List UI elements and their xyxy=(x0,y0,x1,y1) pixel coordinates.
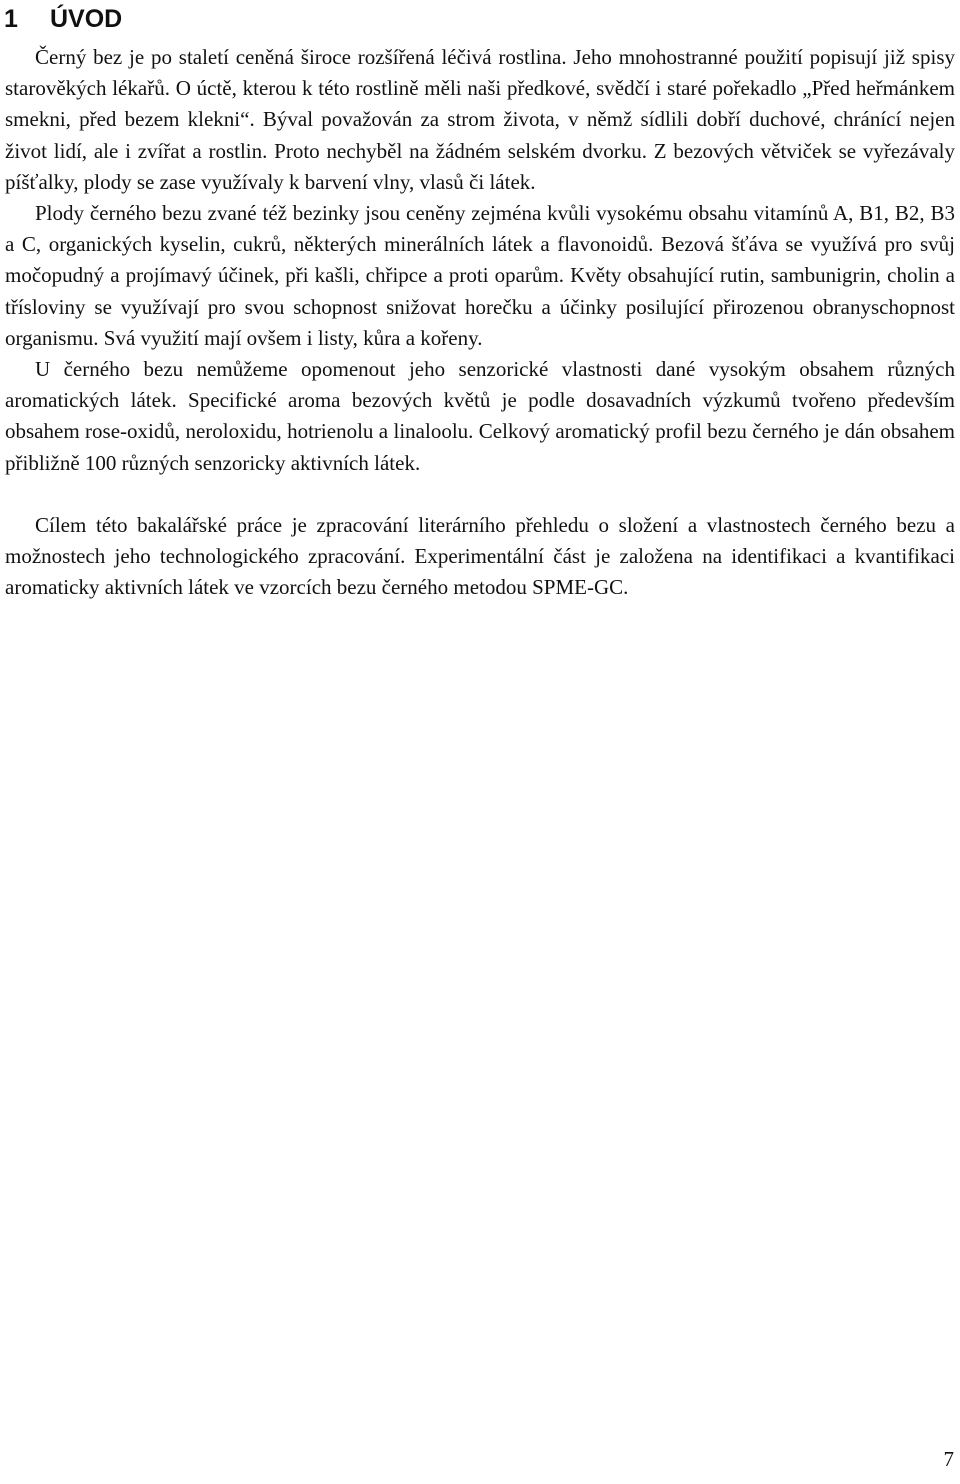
chapter-body xyxy=(5,42,955,603)
page-number: 7 xyxy=(943,1447,954,1471)
chapter-number: 1 xyxy=(4,5,18,33)
chapter-heading xyxy=(4,2,122,36)
paragraph-aroma: U černého bezu nemůžeme opomenout jeho senzorické vlastnosti dané vysokým obsahem různých aromatických látek. Specifické aroma bezových květů je podle dosavadních výzkumů tvořeno především obsahem rose-oxidů, neroloxidu, hotrienolu a linaloolu. Celkový aromatický profil bezu černého je dán obsahem přibližně 100 různých senzoricky aktivních látek. xyxy=(5,357,955,475)
paragraph-berries: Plody černého bezu zvané též bezinky jsou ceněny zejména kvůli vysokému obsahu vitamínů A, B1, B2, B3 a C, organických kyselin, cukrů, některých minerálních látek a flavonoidů. Bezová šťáva se využívá pro svůj močopudný a projímavý účinek, při kašli, chřipce a proti oparům. Květy obsahující rutin, sambunigrin, cholin a třísloviny se využívají pro svou schopnost snižovat horečku a účinky posilující přirozenou obranyschopnost organismu. Svá využití mají ovšem i listy, kůra a kořeny. xyxy=(5,201,955,350)
chapter-title: ÚVOD xyxy=(50,5,123,33)
paragraph-history: Černý bez je po staletí ceněná široce rozšířená léčivá rostlina. Jeho mnohostranné použití popisují již spisy starověkých lékařů. O úctě, kterou k této rostlině měli naši předkové, svědčí i staré pořekadlo „Před heřmánkem smekni, před bezem klekni“. Býval považován za strom života, v němž sídlili dobří duchové, chránící nejen život lidí, ale i zvířat a rostlin. Proto nechyběl na žádném selském dvorku. Z bezových větviček se vyřezávaly píšťalky, plody se zase využívaly k barvení vlny, vlasů či látek. xyxy=(5,45,955,194)
paragraph-aim: Cílem této bakalářské práce je zpracování literárního přehledu o složení a vlastnostech černého bezu a možnostech jeho technologického zpracování. Experimentální část je založena na identifikaci a kvantifikaci aromaticky aktivních látek ve vzorcích bezu černého metodou SPME-GC. xyxy=(5,512,955,600)
